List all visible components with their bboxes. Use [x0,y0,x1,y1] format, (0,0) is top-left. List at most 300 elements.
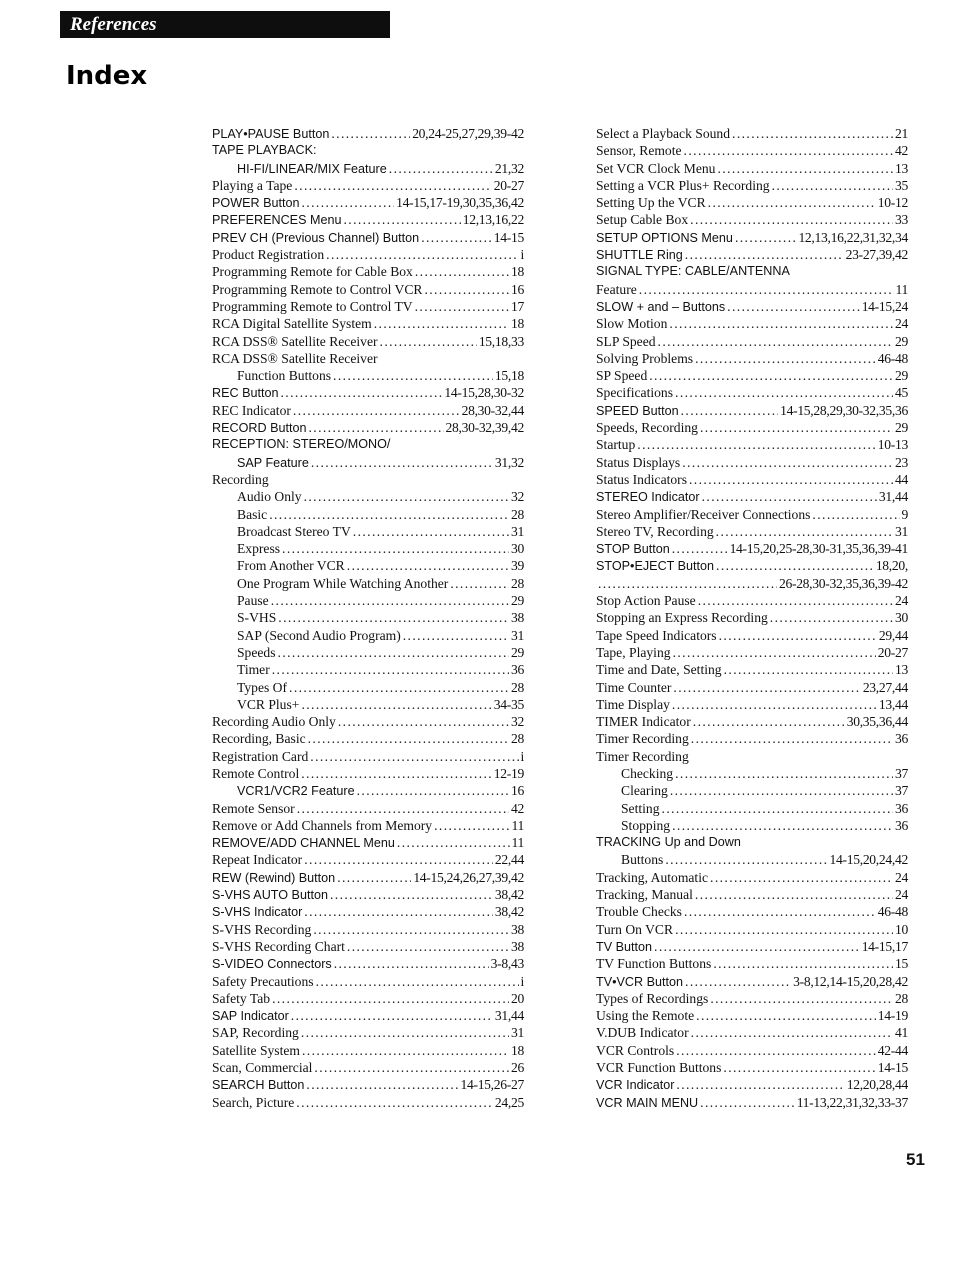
index-entry [596,177,908,194]
index-entry [596,1076,908,1093]
index-page-refs: 17 [511,298,524,314]
index-entry [212,903,524,920]
index-entry [212,1042,524,1059]
index-entry [596,592,908,609]
dot-leader [302,1042,509,1059]
index-entry [212,402,524,419]
index-page-refs: 32 [511,489,524,505]
index-entry [596,955,908,972]
index-page-refs: 11 [511,817,524,833]
dot-leader [289,679,509,696]
index-term: Safety Precautions [212,973,314,989]
index-page-refs: 29,44 [878,627,908,643]
index-page-refs: 10-13 [877,437,908,453]
index-page-refs: 24 [895,887,908,903]
dot-leader [675,384,893,401]
index-page-refs: 14-15,26-27 [460,1077,524,1093]
dot-leader [649,367,893,384]
dot-leader [672,540,728,557]
index-entry [596,609,908,626]
index-term: SAP Feature [237,455,309,470]
index-entry [212,644,524,661]
index-page-refs: 14-15,28,30-32 [444,385,524,401]
index-page-refs: 13,44 [878,696,908,712]
index-entry [212,679,524,696]
page-number: 51 [906,1150,925,1169]
dot-leader [389,160,493,177]
index-term: From Another VCR [237,558,345,574]
index-page-refs: 3-8,12,14-15,20,28,42 [793,973,908,989]
index-entry [596,800,908,817]
index-entry [212,661,524,678]
index-entry [212,782,524,799]
index-term: Tape Speed Indicators [596,627,717,643]
index-page-refs: 30 [511,541,524,557]
index-page-refs: 36 [895,800,908,816]
index-page-refs: 14-15,20,25-28,30-31,35,36,39-41 [729,541,908,557]
index-entry [596,696,908,713]
index-term: TV Function Buttons [596,956,712,972]
dot-leader [330,886,493,903]
index-term: SAP (Second Audio Program) [237,627,401,643]
index-page-refs: 28,30-32,39,42 [445,420,524,436]
dot-leader [700,1094,795,1111]
index-entry [596,1059,908,1076]
index-term: S-VHS [237,610,277,626]
index-page-refs: 31,32 [494,454,524,470]
index-page-refs: 28 [511,575,524,591]
index-term: S-VHS AUTO Button [212,888,328,903]
index-entry [596,903,908,920]
section-banner [60,11,390,38]
index-term: Recording Audio Only [212,714,336,730]
index-term: Registration Card [212,748,309,764]
index-term: Time Display [596,696,670,712]
dot-leader [304,851,493,868]
index-entry [596,436,908,453]
index-term: Stopping [621,817,671,833]
index-page-refs: 24 [895,316,908,332]
index-page-refs: 42-44 [877,1042,908,1058]
index-page-refs: 24,25 [494,1094,524,1110]
index-page-refs: 46-48 [877,350,908,366]
index-page-refs: 12,13,16,22 [462,212,524,228]
index-term: Timer Recording [596,731,689,747]
dot-leader [294,177,491,194]
dot-leader [337,869,411,886]
index-term: One Program While Watching Another [237,575,449,591]
index-term: Product Registration [212,247,325,263]
dot-leader [278,644,509,661]
dot-leader [415,263,509,280]
dot-leader [727,298,860,315]
index-entry [212,436,524,453]
index-entry [596,973,908,990]
dot-leader [374,315,509,332]
index-term: S-VHS Recording [212,921,312,937]
dot-leader [380,333,477,350]
index-entry [596,350,908,367]
index-term: Slow Motion [596,316,668,332]
index-entry [212,973,524,990]
index-term: Setting a VCR Plus+ Recording [596,177,770,193]
index-term: Status Displays [596,454,681,470]
dot-leader [702,488,877,505]
index-term: SAP, Recording [212,1025,299,1041]
dot-leader [710,869,893,886]
index-page-refs: 23,27,44 [862,679,908,695]
index-entry [212,730,524,747]
dot-leader [716,557,874,574]
dot-leader [672,696,877,713]
dot-leader [682,454,893,471]
dot-leader [772,177,893,194]
index-page-refs: 36 [511,662,524,678]
index-term: SPEED Button [596,403,679,418]
dot-leader [347,938,509,955]
index-page-refs: 26-28,30-32,35,36,39-42 [778,575,908,591]
index-term: Timer [237,662,270,678]
dot-leader [333,367,493,384]
index-term: Basic [237,506,268,522]
dot-leader [301,696,491,713]
index-term: Recording [212,471,269,487]
index-entry [596,748,908,765]
dot-leader [673,644,876,661]
index-entry [212,990,524,1007]
index-term: TRACKING Up and Down [596,835,741,850]
dot-leader [684,142,893,159]
index-page-refs: 41 [895,1025,908,1041]
dot-leader [291,1007,493,1024]
index-term: Select a Playback Sound [596,126,731,141]
index-page-refs: 29 [895,333,908,349]
index-page-refs: 23 [895,454,908,470]
index-column-left [212,125,524,1111]
dot-leader [770,609,893,626]
index-page-refs: 35 [895,177,908,193]
dot-leader [296,1094,493,1111]
index-page-refs: 28 [895,990,908,1006]
index-entry [212,696,524,713]
index-entry [212,955,524,972]
index-term: Setup Cable Box [596,212,689,228]
index-term: SP Speed [596,368,648,384]
index-page-refs: 29 [511,593,524,609]
index-entry [212,419,524,436]
index-page-refs: 31,44 [494,1008,524,1024]
index-entry [212,1059,524,1076]
index-term: Search, Picture [212,1094,295,1110]
index-page-refs: 20,24-25,27,29,39-42 [412,126,524,141]
dot-leader [676,1042,876,1059]
index-entry [212,800,524,817]
index-term: VCR Indicator [596,1078,675,1093]
index-term: Stereo Amplifier/Receiver Connections [596,506,811,522]
index-term: Time and Date, Setting [596,662,722,678]
index-entry [212,627,524,644]
dot-leader [654,938,860,955]
dot-leader [450,575,509,592]
index-page-refs: 14-15,17-19,30,35,36,42 [396,195,524,211]
index-term: Audio Only [237,489,302,505]
index-term: Buttons [621,852,664,868]
section-label: References [70,14,157,35]
dot-leader [271,592,509,609]
dot-leader [665,851,827,868]
index-page-refs: 28 [511,679,524,695]
index-entry [596,211,908,228]
index-page-refs: 21,32 [494,160,524,176]
index-term: V.DUB Indicator [596,1025,689,1041]
dot-leader [331,125,410,142]
index-term: Programming Remote for Cable Box [212,264,413,280]
index-page-refs: 23-27,39,42 [845,247,908,263]
dot-leader [281,384,443,401]
index-entry [596,575,908,592]
index-term: Status Indicators [596,471,687,487]
dot-leader [662,800,893,817]
index-entry [596,661,908,678]
index-entry [596,834,908,851]
index-term: Speeds [237,644,276,660]
index-page-refs: 22,44 [494,852,524,868]
dot-leader [397,834,510,851]
index-entry [212,869,524,886]
dot-leader [708,194,876,211]
dot-leader [732,125,893,142]
dot-leader [670,782,893,799]
dot-leader [672,817,893,834]
index-term: Express [237,541,281,557]
dot-leader [306,1076,458,1093]
index-page-refs: 11 [511,835,524,851]
index-page-refs: 26 [511,1060,524,1076]
index-term: STOP•EJECT Button [596,559,715,574]
index-term: RCA Digital Satellite System [212,316,372,332]
index-entry [212,921,524,938]
index-term: Setting Up the VCR [596,195,706,211]
index-term: TAPE PLAYBACK: [212,143,317,158]
index-entry [212,765,524,782]
dot-leader [685,246,844,263]
dot-leader [812,506,899,523]
index-entry [596,488,908,505]
index-term: S-VHS Recording Chart [212,938,345,954]
index-page-refs: 12,13,16,22,31,32,34 [798,229,908,245]
index-term: Function Buttons [237,368,332,384]
index-entry [596,384,908,401]
index-page-refs: 32 [511,714,524,730]
index-entry [596,367,908,384]
index-entry [596,160,908,177]
dot-leader [353,523,509,540]
index-entry [596,125,908,142]
dot-leader [302,194,395,211]
index-page-refs: 21 [895,126,908,141]
index-entry [212,592,524,609]
dot-leader [716,523,893,540]
index-term: Recording, Basic [212,731,306,747]
index-page-refs: i [520,973,524,989]
index-page-refs: 42 [511,800,524,816]
index-page-refs: 24 [895,593,908,609]
index-term: Set VCR Clock Menu [596,160,716,176]
dot-leader [735,229,796,246]
dot-leader [338,713,509,730]
dot-leader [297,800,509,817]
dot-leader [314,1059,509,1076]
dot-leader [308,730,509,747]
index-entry [212,506,524,523]
index-entry [596,142,908,159]
index-entry [212,246,524,263]
index-entry [212,817,524,834]
dot-leader [684,903,876,920]
dot-leader [723,1059,875,1076]
index-entry [212,229,524,246]
index-page-refs: 15,18,33 [478,333,524,349]
index-page-refs: 29 [895,420,908,436]
index-page-refs: 14-15 [493,229,524,245]
index-term: SIGNAL TYPE: CABLE/ANTENNA [596,264,790,279]
index-term: TIMER Indicator [596,714,691,730]
index-term: Time Counter [596,679,672,695]
dot-leader [434,817,509,834]
dot-leader [313,921,509,938]
index-entry [596,419,908,436]
index-term: SLP Speed [596,333,656,349]
dot-leader [693,713,845,730]
index-page-refs: 31 [511,1025,524,1041]
index-page-refs: 3-8,43 [490,956,524,972]
index-term: Solving Problems [596,350,694,366]
index-entry [596,298,908,315]
index-term: RCA DSS® Satellite Receiver [212,350,378,366]
index-page-refs: 30 [895,610,908,626]
index-page-refs: 16 [511,783,524,799]
index-term: Remove or Add Channels from Memory [212,817,433,833]
index-page-refs: 38 [511,610,524,626]
index-page-refs: 29 [511,644,524,660]
index-entry [212,748,524,765]
index-entry [596,817,908,834]
index-entry [596,281,908,298]
dot-leader [326,246,518,263]
index-term: Repeat Indicator [212,852,303,868]
index-term: Startup [596,437,636,453]
index-page-refs: 11 [895,281,908,297]
index-page-refs: 36 [895,731,908,747]
dot-leader [639,281,894,298]
dot-leader [700,419,893,436]
index-entry [212,886,524,903]
index-entry [596,921,908,938]
index-term: Trouble Checks [596,904,682,920]
index-term: Pause [237,593,269,609]
dot-leader [278,609,509,626]
dot-leader [316,973,519,990]
index-term: STEREO Indicator [596,490,700,505]
index-term: Turn On VCR [596,921,674,937]
page-title: Index [66,61,148,91]
index-page-refs: 45 [895,385,908,401]
index-entry [596,730,908,747]
index-page-refs: 9 [901,506,908,522]
index-page-refs: 18 [511,264,524,280]
dot-leader [421,229,492,246]
dot-leader [717,160,893,177]
index-entry [212,540,524,557]
index-term: REC Button [212,386,279,401]
index-entry [596,782,908,799]
index-term: Playing a Tape [212,177,293,193]
index-term: Specifications [596,385,674,401]
index-term: Sensor, Remote [596,143,682,159]
index-entry [596,194,908,211]
index-term: RCA DSS® Satellite Receiver [212,333,378,349]
index-entry [596,1042,908,1059]
index-entry [596,402,908,419]
index-entry [596,851,908,868]
dot-leader [347,557,509,574]
index-term: VCR Plus+ [237,696,300,712]
dot-leader [415,298,509,315]
index-term: Satellite System [212,1042,300,1058]
index-page-refs: 28,30-32,44 [461,402,524,418]
dot-leader [695,886,893,903]
dot-leader [293,402,460,419]
index-term: VCR Controls [596,1042,675,1058]
dot-leader [675,921,893,938]
index-entry [212,315,524,332]
dot-leader [698,592,893,609]
dot-leader [676,1076,844,1093]
index-page-refs: 18 [511,316,524,332]
index-term: Scan, Commercial [212,1060,313,1076]
index-page-refs: 42 [895,143,908,159]
index-term: PREFERENCES Menu [212,213,342,228]
index-page-refs: 24 [895,869,908,885]
index-page-refs: 14-15 [877,1060,908,1076]
index-term: Programming Remote to Control TV [212,298,413,314]
index-page-refs: 38 [511,921,524,937]
dot-leader [304,488,509,505]
index-term: Stopping an Express Recording [596,610,768,626]
index-entry [212,938,524,955]
index-term: Checking [621,765,674,781]
index-term: Remote Control [212,765,300,781]
index-entry [212,350,524,367]
index-entry [596,644,908,661]
dot-leader [691,730,893,747]
index-page-refs: 18 [511,1042,524,1058]
index-term: SHUTTLE Ring [596,248,683,263]
index-page-refs: 16 [511,281,524,297]
index-term: VCR MAIN MENU [596,1095,699,1110]
index-page-refs: 13 [895,160,908,176]
dot-leader [403,627,509,644]
index-page-refs: 38,42 [494,904,524,920]
index-entry [212,1076,524,1093]
index-page-refs: 38 [511,938,524,954]
index-page-refs: 31 [895,523,908,539]
index-page-refs: 15,18 [494,368,524,384]
index-entry [212,523,524,540]
dot-leader [272,990,509,1007]
index-entry [596,557,908,574]
index-entry [212,834,524,851]
